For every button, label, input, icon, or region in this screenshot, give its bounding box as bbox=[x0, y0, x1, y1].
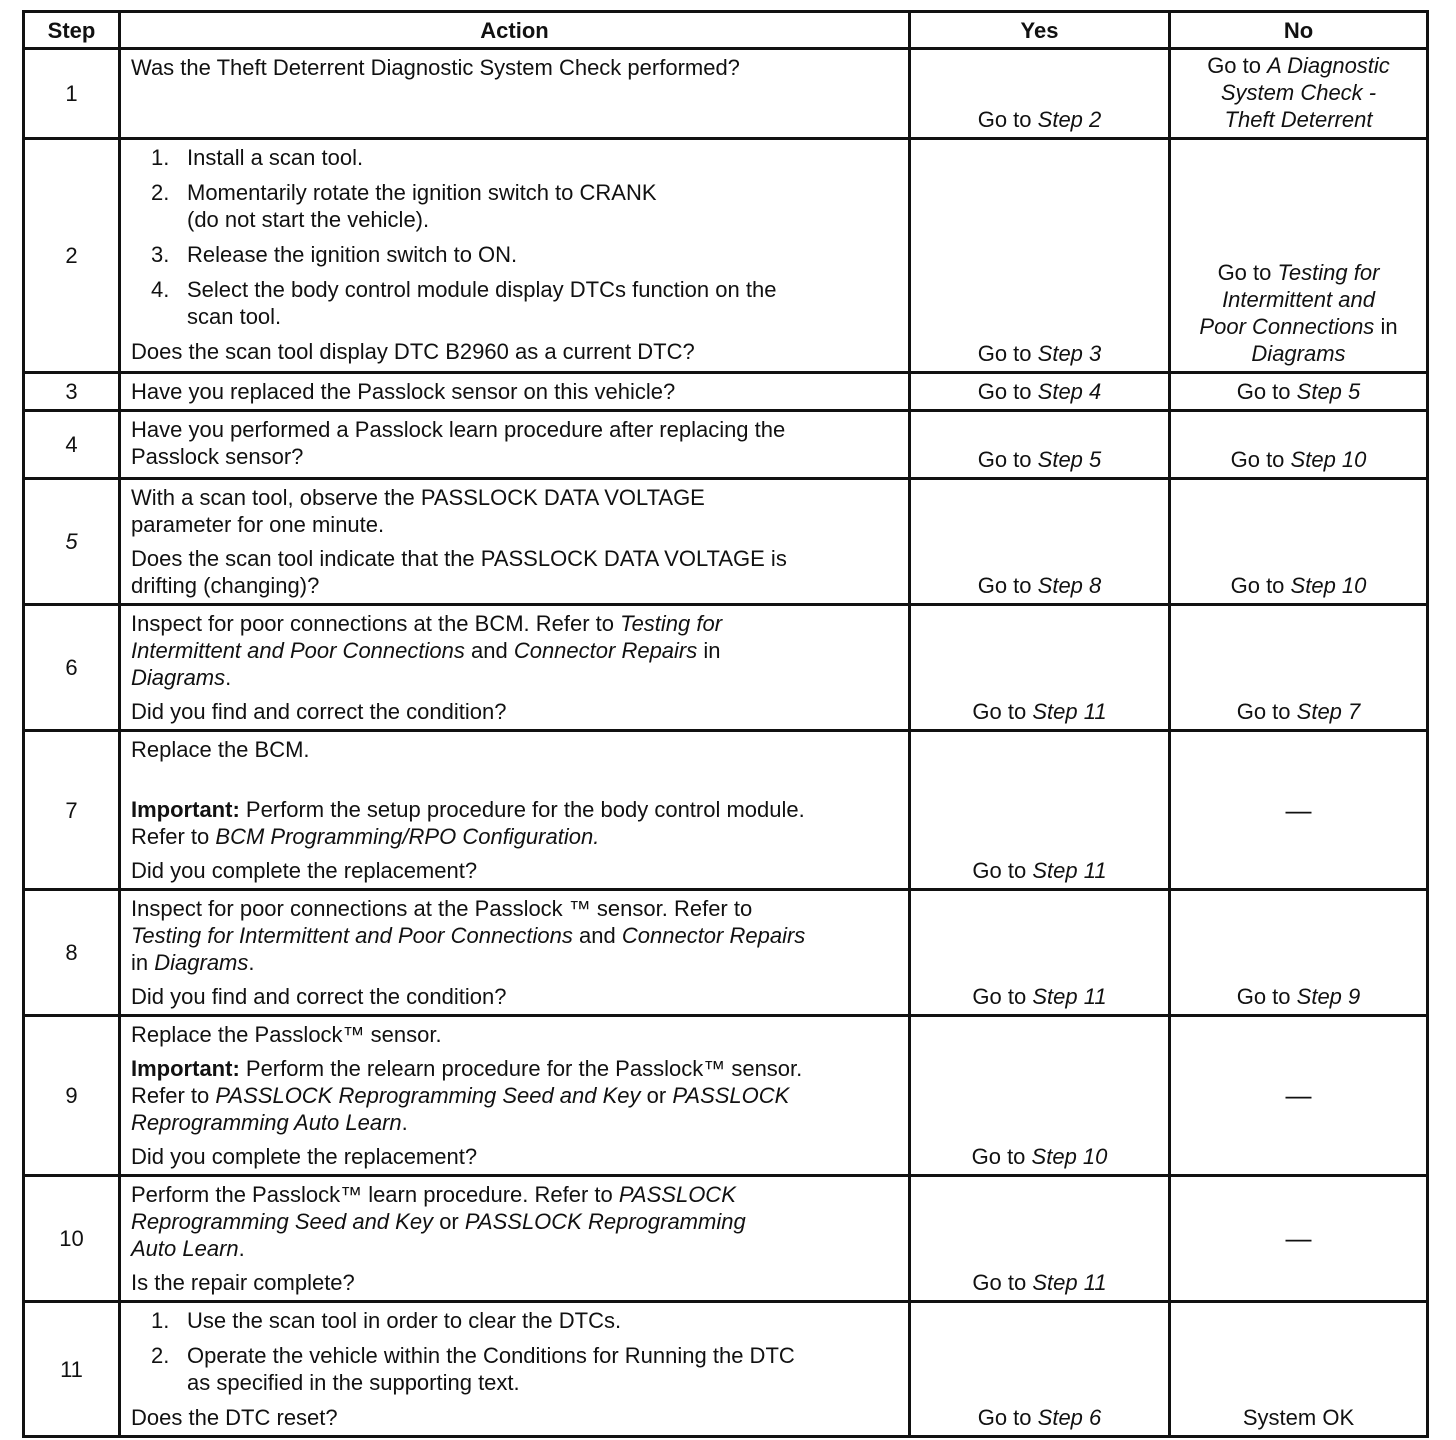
no-cell: Go to Step 10 bbox=[1170, 479, 1428, 605]
yes-cell: Go to Step 11 bbox=[910, 1176, 1170, 1302]
table-row bbox=[24, 373, 1428, 411]
action-question: Was the Theft Deterrent Diagnostic System Check performed? bbox=[131, 55, 740, 80]
goto-text: Go to bbox=[977, 107, 1032, 132]
step-link: Step 10 bbox=[1290, 447, 1367, 472]
action-cell bbox=[120, 49, 910, 139]
list-item: 4. Select the body control module display DTCs function on the scan tool. bbox=[151, 277, 777, 329]
no-cell: Go to Testing for Intermittent and Poor Connections in Diagrams bbox=[1170, 139, 1428, 373]
step-link: Step 11 bbox=[1032, 699, 1107, 724]
yes-cell: Go to Step 11 bbox=[910, 605, 1170, 731]
step-link: Step 5 bbox=[1037, 447, 1102, 472]
action-text: With a scan tool, observe the PASSLOCK DATA VOLTAGE parameter for one minute. bbox=[131, 485, 705, 537]
diagnostic-table bbox=[22, 10, 1429, 1438]
ref-text: A Diagnostic bbox=[1267, 53, 1390, 78]
step-number: 3 bbox=[24, 373, 120, 411]
step-link: Step 9 bbox=[1296, 984, 1361, 1009]
action-cell bbox=[120, 890, 910, 1016]
no-cell: Go to Step 5 bbox=[1170, 373, 1428, 411]
table-row bbox=[24, 1302, 1428, 1437]
no-cell bbox=[1170, 49, 1428, 139]
no-cell: Go to Step 9 bbox=[1170, 890, 1428, 1016]
step-link: Step 5 bbox=[1296, 379, 1361, 404]
step-link: Step 2 bbox=[1037, 107, 1102, 132]
step-number: 10 bbox=[24, 1176, 120, 1302]
step-number: 2 bbox=[24, 139, 120, 373]
action-question: Did you find and correct the condition? bbox=[131, 984, 507, 1009]
step-link: Step 10 bbox=[1290, 573, 1367, 598]
yes-cell: Go to Step 5 bbox=[910, 411, 1170, 479]
action-cell bbox=[120, 731, 910, 890]
action-cell bbox=[120, 479, 910, 605]
table-row bbox=[24, 49, 1428, 139]
action-question: Does the DTC reset? bbox=[131, 1405, 338, 1430]
action-cell bbox=[120, 411, 910, 479]
action-question: Have you replaced the Passlock sensor on this vehicle? bbox=[131, 379, 676, 404]
header-row bbox=[24, 12, 1428, 49]
no-cell-dash: — bbox=[1170, 731, 1428, 890]
ref-text: System Check - bbox=[1220, 80, 1377, 105]
no-cell: Go to Step 10 bbox=[1170, 411, 1428, 479]
yes-cell: Go to Step 8 bbox=[910, 479, 1170, 605]
yes-cell: Go to Step 6 bbox=[910, 1302, 1170, 1437]
table-row bbox=[24, 605, 1428, 731]
yes-cell: Go to Step 10 bbox=[910, 1016, 1170, 1176]
table-row bbox=[24, 731, 1428, 890]
action-text: Inspect for poor connections at the Passlock ™ sensor. Refer to Testing for Intermittent and Poor Connections and Connector Repairs in Diagrams. bbox=[131, 896, 806, 975]
list-item: 2. Operate the vehicle within the Conditions for Running the DTC as specified in the supporting text. bbox=[151, 1343, 795, 1395]
table-row bbox=[24, 411, 1428, 479]
step-number: 6 bbox=[24, 605, 120, 731]
table-row bbox=[24, 139, 1428, 373]
no-cell-dash: — bbox=[1170, 1176, 1428, 1302]
step-link: Step 7 bbox=[1296, 699, 1361, 724]
list-item: 3. Release the ignition switch to ON. bbox=[151, 242, 518, 267]
yes-cell: Go to Step 11 bbox=[910, 890, 1170, 1016]
step-number: 11 bbox=[24, 1302, 120, 1437]
action-question: Have you performed a Passlock learn procedure after replacing the Passlock sensor? bbox=[131, 417, 786, 469]
header-yes: Yes bbox=[910, 12, 1170, 49]
yes-cell: Go to Step 3 bbox=[910, 139, 1170, 373]
step-number: 5 bbox=[24, 479, 120, 605]
action-cell bbox=[120, 139, 910, 373]
step-link: Step 11 bbox=[1032, 1270, 1107, 1295]
action-question: Is the repair complete? bbox=[131, 1270, 355, 1295]
action-question: Does the scan tool display DTC B2960 as a current DTC? bbox=[131, 339, 695, 364]
action-cell bbox=[120, 1302, 910, 1437]
header-step: Step bbox=[24, 12, 120, 49]
step-number: 7 bbox=[24, 731, 120, 890]
action-text: Replace the Passlock™ sensor. bbox=[131, 1022, 442, 1047]
step-link: Step 11 bbox=[1032, 984, 1107, 1009]
action-question: Does the scan tool indicate that the PASSLOCK DATA VOLTAGE is drifting (changing)? bbox=[131, 546, 787, 598]
step-link: Step 3 bbox=[1037, 341, 1102, 366]
no-cell-dash: — bbox=[1170, 1016, 1428, 1176]
step-link: Step 10 bbox=[1031, 1144, 1108, 1169]
list-item: 1. Use the scan tool in order to clear the DTCs. bbox=[151, 1308, 622, 1333]
step-link: Step 6 bbox=[1037, 1405, 1102, 1430]
important-note: Important: Perform the relearn procedure for the Passlock™ sensor. Refer to PASSLOCK Reprogramming Seed and Key or PASSLOCK Reprogramming Auto Learn. bbox=[131, 1056, 803, 1135]
step-number: 9 bbox=[24, 1016, 120, 1176]
action-question: Did you complete the replacement? bbox=[131, 858, 478, 883]
ref-text: Theft Deterrent bbox=[1224, 107, 1373, 132]
no-cell: Go to Step 7 bbox=[1170, 605, 1428, 731]
step-link: Step 11 bbox=[1032, 858, 1107, 883]
table-row bbox=[24, 1176, 1428, 1302]
action-text: Perform the Passlock™ learn procedure. Refer to PASSLOCK Reprogramming Seed and Key or PASSLOCK Reprogramming Auto Learn. bbox=[131, 1182, 746, 1261]
action-cell bbox=[120, 1176, 910, 1302]
action-cell bbox=[120, 1016, 910, 1176]
step-link: Step 4 bbox=[1037, 379, 1102, 404]
action-text: Replace the BCM. bbox=[131, 737, 310, 762]
yes-cell: Go to Step 4 bbox=[910, 373, 1170, 411]
no-cell: System OK bbox=[1170, 1302, 1428, 1437]
goto-text: Go to bbox=[1207, 53, 1261, 78]
action-text: Inspect for poor connections at the BCM. Refer to Testing for Intermittent and Poor Connections and Connector Repairs in Diagrams. bbox=[131, 611, 723, 690]
step-number: 4 bbox=[24, 411, 120, 479]
table-row bbox=[24, 479, 1428, 605]
action-question: Did you complete the replacement? bbox=[131, 1144, 478, 1169]
table-row bbox=[24, 890, 1428, 1016]
action-cell bbox=[120, 373, 910, 411]
list-item: 2. Momentarily rotate the ignition switch to CRANK (do not start the vehicle). bbox=[151, 180, 657, 232]
step-number: 8 bbox=[24, 890, 120, 1016]
yes-cell bbox=[910, 49, 1170, 139]
important-note: Important: Perform the setup procedure for the body control module. Refer to BCM Programming/RPO Configuration. bbox=[131, 797, 805, 849]
header-action: Action bbox=[120, 12, 910, 49]
step-link: Step 8 bbox=[1037, 573, 1102, 598]
table-row bbox=[24, 1016, 1428, 1176]
action-cell bbox=[120, 605, 910, 731]
step-number: 1 bbox=[24, 49, 120, 139]
list-item: 1. Install a scan tool. bbox=[151, 145, 364, 170]
yes-cell: Go to Step 11 bbox=[910, 731, 1170, 890]
header-no: No bbox=[1170, 12, 1428, 49]
action-question: Did you find and correct the condition? bbox=[131, 699, 507, 724]
